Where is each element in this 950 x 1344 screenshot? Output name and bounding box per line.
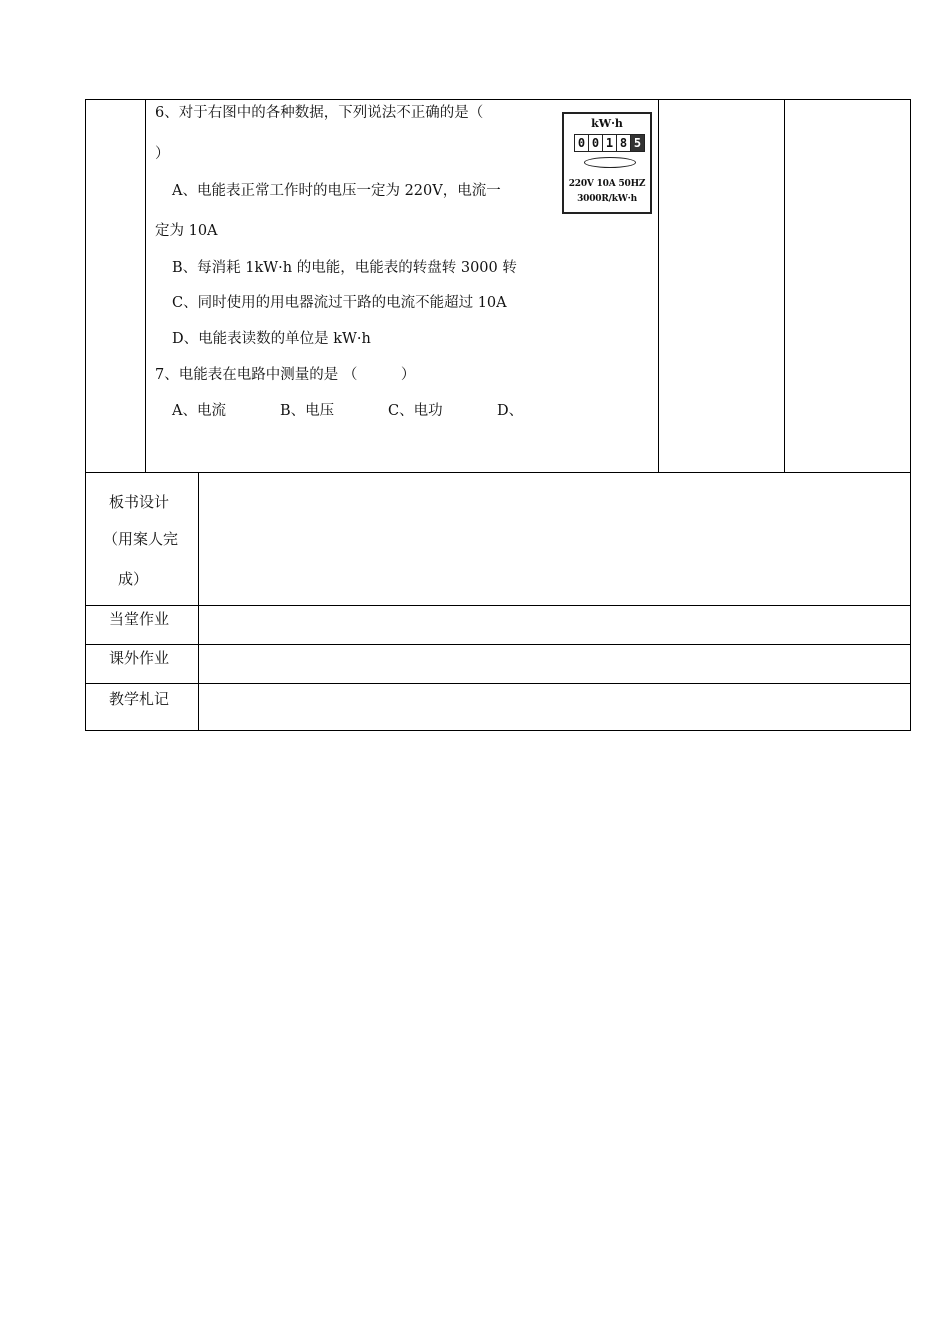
column-divider-3 (784, 99, 785, 473)
meter-spec-rating: 220V 10A 50HZ (568, 179, 646, 189)
question-7-option-c: C、电功 (388, 403, 443, 419)
question-7-option-a: A、电流 (172, 403, 226, 419)
meter-digit: 0 (574, 134, 589, 152)
question-6-stem-cont: ） (155, 146, 170, 162)
question-7-option-d: D、 (497, 403, 524, 419)
meter-digit: 1 (602, 134, 617, 152)
question-6-option-b: B、每消耗 1kW·h 的电能，电能表的转盘转 3000 转 (172, 260, 517, 276)
board-design-label-line2: （用案人完 (103, 530, 179, 548)
question-6-option-a-cont: 定为 10A (155, 223, 218, 239)
meter-digit: 8 (616, 134, 631, 152)
question-6-option-a: A、电能表正常工作时的电压一定为 220V，电流一 (172, 183, 501, 199)
question-7-option-b: B、电压 (280, 403, 335, 419)
column-divider-1 (145, 99, 146, 473)
board-design-label-line3: 成） (118, 570, 149, 588)
teaching-notes-label: 教学札记 (109, 690, 170, 708)
meter-unit-label: kW·h (591, 117, 623, 130)
row-divider-2 (85, 605, 911, 606)
question-7-stem: 7、电能表在电路中测量的是 （ ） (155, 367, 416, 383)
question-6-stem: 6、对于右图中的各种数据，下列说法不正确的是（ (155, 105, 484, 121)
meter-digit: 0 (588, 134, 603, 152)
question-6-option-d: D、电能表读数的单位是 kW·h (172, 331, 371, 347)
meter-reading (574, 134, 644, 152)
row-divider-4 (85, 683, 911, 684)
row-divider-1 (85, 472, 911, 473)
board-design-label: 板书设计 (109, 493, 170, 511)
row-divider-3 (85, 644, 911, 645)
column-divider-2 (658, 99, 659, 473)
homework-label: 课外作业 (109, 649, 170, 667)
label-column-divider (198, 472, 199, 731)
question-6-option-c: C、同时使用的用电器流过干路的电流不能超过 10A (172, 295, 507, 311)
classwork-label: 当堂作业 (109, 610, 170, 628)
meter-spec-constant: 3000R/kW·h (577, 194, 637, 204)
meter-disc (584, 157, 636, 168)
electric-meter-figure (562, 112, 652, 214)
meter-digit-decimal: 5 (630, 134, 645, 152)
